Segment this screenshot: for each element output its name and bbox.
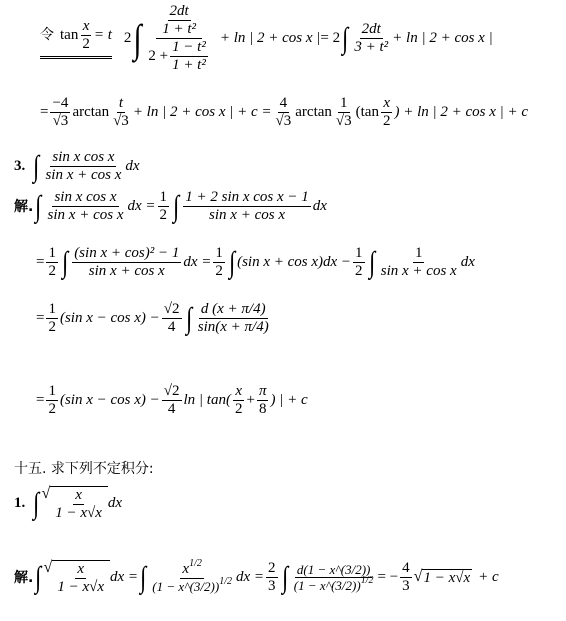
num: 2dt — [169, 3, 189, 19]
radical-sign: √ — [43, 559, 53, 576]
frac-half — [46, 384, 58, 417]
arctan: arctan — [295, 104, 332, 120]
den: 8 — [258, 401, 267, 417]
tan-text: tan — [60, 26, 79, 43]
dx: dx — [312, 198, 327, 214]
sqrt — [41, 486, 107, 521]
den: sin x + cos x — [380, 263, 457, 279]
den: sin x + cos x — [209, 207, 285, 223]
ln: ln | tan( — [183, 392, 231, 408]
inner-frac-bottom — [170, 40, 208, 73]
frac3 — [379, 246, 459, 279]
den: 2 — [48, 263, 56, 279]
line-arctan-result — [40, 96, 566, 129]
problem-label: 1. — [14, 495, 26, 511]
den: sin x + cos x — [88, 263, 165, 279]
frac-4-3 — [400, 561, 412, 594]
den: √3 — [275, 113, 292, 129]
num: 1 — [414, 245, 423, 261]
den: 3 — [268, 578, 276, 594]
den: 4 — [167, 401, 176, 417]
frac-x-over-2 — [80, 19, 92, 52]
frac-half — [158, 190, 170, 223]
den: √3 — [52, 113, 69, 129]
num: 4 — [279, 95, 288, 111]
num: 4 — [402, 560, 410, 576]
frac-half — [353, 246, 365, 279]
exp: 1/2 — [219, 575, 232, 587]
den: 4 — [167, 319, 176, 335]
eq: = — [36, 392, 45, 408]
num: −4 — [52, 95, 69, 111]
num: x — [182, 560, 190, 577]
section-heading: 十五. 求下列不定积分: — [14, 461, 154, 477]
den: sin x + cos x — [45, 167, 122, 183]
num: 1 — [340, 95, 348, 111]
frac-half — [46, 302, 58, 335]
solution-3-step4 — [36, 384, 566, 417]
num: x — [75, 487, 82, 503]
dx: dx — [125, 158, 140, 174]
solution-3-step2 — [36, 246, 566, 279]
den: 1 + t² — [172, 57, 206, 73]
den: 2 — [355, 263, 363, 279]
integral-sign: ∫ — [133, 15, 142, 61]
line-substitution — [40, 4, 566, 73]
frac2 — [150, 557, 234, 594]
dx-eq: dx = — [110, 569, 139, 585]
problem-3 — [14, 150, 566, 183]
den: 1 − x√x — [55, 505, 102, 521]
den: 2 — [234, 401, 243, 417]
radical-sign: √ — [413, 568, 423, 585]
arctan: arctan — [72, 104, 110, 120]
den: 2 — [48, 319, 56, 335]
dx-eq: dx = — [183, 254, 212, 270]
inner-frac-top — [160, 4, 198, 37]
frac-dx — [196, 302, 271, 335]
integral-sign: ∫ — [61, 245, 69, 279]
solution-1 — [14, 557, 566, 595]
sqrt — [44, 560, 110, 595]
tail: ) + ln | 2 + cos x | + c — [394, 104, 529, 120]
solution-label: 解. — [14, 569, 34, 586]
integral-sign: ∫ — [342, 21, 349, 55]
integral-sign: ∫ — [35, 189, 42, 223]
frac — [53, 488, 104, 521]
eq: = — [40, 104, 49, 120]
frac-sqrt2-4 — [162, 384, 182, 417]
frac3 — [292, 563, 376, 593]
two-plus: 2 + — [148, 48, 169, 64]
num: √2 — [163, 383, 180, 399]
den: √3 — [113, 113, 129, 129]
frac-2-3 — [266, 561, 278, 594]
frac-pi-8 — [257, 384, 269, 417]
solution-label: 解. — [14, 198, 34, 215]
den: (1 − x^(3/2)) — [293, 577, 361, 593]
integral-sign: ∫ — [185, 301, 192, 335]
dx: dx — [107, 495, 123, 511]
num: 2 — [268, 560, 276, 576]
frac2 — [183, 190, 311, 223]
mid: + ln | 2 + cos x | + c = — [132, 104, 272, 120]
num: x — [77, 561, 84, 577]
num: 1 — [48, 245, 56, 261]
den: sin x + cos x — [47, 207, 124, 223]
problem-1 — [14, 486, 566, 521]
eq: = — [36, 310, 45, 326]
eq-2: = 2 — [320, 30, 341, 46]
den: 1 − x√x — [57, 579, 104, 595]
num: d (x + π/4) — [200, 301, 266, 317]
num: (sin x + cos)² − 1 — [74, 245, 180, 261]
plus: + — [246, 392, 255, 408]
num: 1 — [215, 245, 223, 261]
frac-sqrt2-4 — [162, 302, 182, 335]
mid: (sin x + cos x)dx − — [237, 254, 352, 270]
den: 2 — [215, 263, 223, 279]
num: d(1 − x^(3/2)) — [296, 561, 371, 577]
tail: ) | + c — [270, 392, 308, 408]
num: x — [82, 17, 90, 34]
num: √2 — [163, 301, 180, 317]
radicand: 1 − x√x — [423, 570, 471, 586]
num: 1 — [48, 383, 56, 399]
frac-half — [46, 246, 58, 279]
complex-fraction — [146, 4, 212, 73]
frac-2dt — [352, 22, 390, 55]
dx-eq: dx = — [236, 569, 265, 585]
num: x — [235, 383, 243, 399]
integral-sign: ∫ — [35, 560, 42, 594]
frac-4-sqrt3 — [274, 96, 294, 129]
frac — [72, 246, 181, 279]
integral-sign: ∫ — [173, 189, 180, 223]
tan-open: (tan — [355, 104, 379, 120]
sqrt-result — [414, 569, 472, 586]
radical-sign: √ — [41, 485, 51, 502]
body: (sin x − cos x) − — [59, 392, 160, 408]
integral-sign: ∫ — [368, 245, 375, 279]
num: 1 — [355, 245, 363, 261]
frac-t-sqrt3 — [111, 96, 131, 129]
den: √3 — [335, 113, 352, 129]
integral-sign: ∫ — [281, 560, 288, 594]
tail: + ln | 2 + cos x | — [392, 30, 493, 46]
coef-2: 2 — [123, 30, 132, 46]
body: (sin x − cos x) − — [59, 310, 160, 326]
den: 3 — [402, 578, 410, 594]
frac-1-sqrt3 — [334, 96, 354, 129]
num: π — [258, 383, 267, 399]
integral-sign: ∫ — [33, 149, 40, 183]
den: 2 — [82, 35, 90, 52]
den: 1 + t² — [162, 21, 196, 37]
solution-3-line1 — [14, 190, 566, 223]
plus-ln: + ln | 2 + cos x | — [219, 30, 321, 46]
den: 3 + t² — [354, 39, 389, 55]
section-title — [14, 458, 566, 478]
eq-minus: = − — [377, 569, 399, 585]
integral-sign: ∫ — [33, 486, 40, 520]
frac-minus4-sqrt3 — [50, 96, 70, 129]
eq-t: = t — [93, 26, 112, 43]
solution-3-step3 — [36, 302, 566, 335]
let-char: 令 — [40, 27, 54, 43]
frac — [55, 562, 106, 595]
num: sin x cos x — [52, 149, 115, 165]
frac-x-2 — [381, 96, 393, 129]
num: 1 — [159, 189, 168, 205]
num: 2dt — [361, 21, 381, 37]
frac — [46, 190, 126, 223]
frac — [43, 150, 123, 183]
den: 2 — [159, 207, 168, 223]
num: sin x cos x — [54, 189, 117, 205]
integral-sign: ∫ — [228, 245, 236, 279]
frac-half — [213, 246, 225, 279]
exp: 1/2 — [360, 574, 374, 586]
integral-sign: ∫ — [140, 560, 147, 594]
num: t — [118, 95, 124, 111]
dx: dx — [460, 254, 475, 270]
substitution-let — [40, 19, 112, 59]
dx-eq: dx = — [127, 198, 156, 214]
den: 2 — [382, 113, 391, 129]
den: 2 — [48, 401, 56, 417]
exp: 1/2 — [189, 557, 202, 569]
eq: = — [36, 254, 45, 270]
problem-label: 3. — [14, 158, 26, 174]
frac-x-2 — [233, 384, 245, 417]
den: (1 − x^(3/2)) — [152, 578, 220, 594]
num: 1 — [48, 301, 56, 317]
tail: + c — [478, 569, 499, 585]
num: 1 + 2 sin x cos x − 1 — [185, 189, 309, 205]
num: x — [383, 95, 391, 111]
num: 1 − t² — [172, 39, 206, 55]
den: sin(x + π/4) — [197, 319, 269, 335]
